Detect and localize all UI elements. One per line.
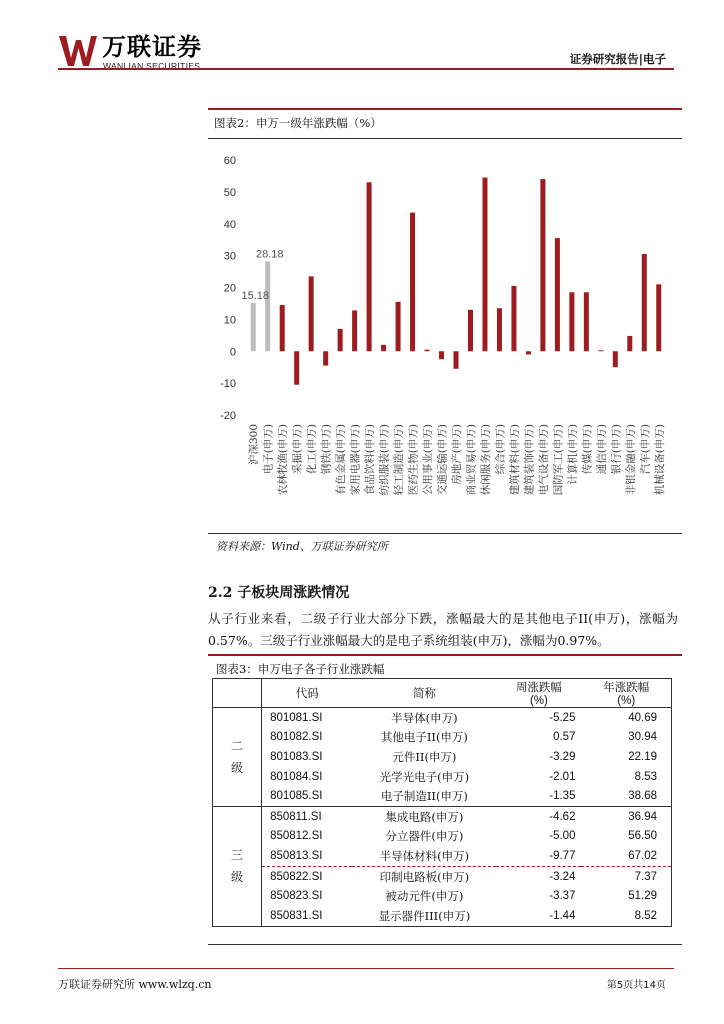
y-tick-label: -10 xyxy=(220,378,236,391)
cell-year: 22.19 xyxy=(581,747,671,767)
cell-name: 显示器件III(申万) xyxy=(352,906,496,926)
table-row xyxy=(213,806,672,826)
cell-year: 38.68 xyxy=(581,786,671,806)
cell-year: 8.53 xyxy=(581,767,671,787)
figure3-caption: 图表3：申万电子各子行业涨跌幅 xyxy=(216,662,385,676)
x-category-label: 通信(申万) xyxy=(595,424,608,475)
x-category-label: 商业贸易(申万) xyxy=(465,424,478,496)
cell-name: 被动元件(申万) xyxy=(385,889,464,904)
x-category-label: 家用电器(申万) xyxy=(349,424,362,496)
bar-10 xyxy=(396,302,401,351)
cell-week: -3.24 xyxy=(549,870,576,883)
table-row xyxy=(213,747,672,767)
bar-data-label: 15.18 xyxy=(241,289,270,302)
figure2-caption: 图表2：申万一级年涨跌幅（%） xyxy=(214,116,382,130)
bar-data-label: 28.18 xyxy=(255,248,284,261)
cell-week: -1.35 xyxy=(496,786,581,806)
bar-16 xyxy=(482,178,487,352)
header-name: 简称 xyxy=(352,679,496,708)
header-code: 代码 xyxy=(262,679,353,708)
header-year-unit: (%) xyxy=(617,695,636,707)
x-category-label: 综合(申万) xyxy=(494,424,507,475)
cell-code: 801083.SI xyxy=(270,750,323,763)
header-year xyxy=(581,679,671,708)
cell-name: 光学光电子(申万) xyxy=(379,769,470,784)
bar-3 xyxy=(294,351,299,384)
cell-code: 850811.SI xyxy=(270,810,322,823)
bar-1 xyxy=(265,261,270,351)
logo-company-name-en: WANLIAN SECURITIES xyxy=(103,61,201,71)
section-title: 2.2 子板块周涨跌情况 xyxy=(208,585,350,601)
y-tick-label: 20 xyxy=(223,282,236,295)
x-category-label: 医药生物(申万) xyxy=(407,424,420,496)
bar-21 xyxy=(555,238,560,351)
cell-name: 其他电子II(申万) xyxy=(380,730,468,745)
x-category-label: 沪深300 xyxy=(248,424,261,466)
x-category-label: 电气设备(申万) xyxy=(537,424,550,496)
bar-20 xyxy=(540,179,545,351)
cell-name: 集成电路(申万) xyxy=(385,809,464,824)
y-tick-label: 60 xyxy=(223,155,236,167)
cell-code: 801081.SI xyxy=(270,711,323,724)
cell-year: 67.02 xyxy=(581,846,671,866)
cell-name: 半导体材料(申万) xyxy=(352,846,496,866)
cell-year: 8.52 xyxy=(581,906,671,926)
cell-week: -3.29 xyxy=(549,750,576,763)
cell-code: 850823.SI xyxy=(270,890,323,903)
x-category-label: 汽车(申万) xyxy=(639,424,652,475)
wanlian-logo-icon xyxy=(58,34,98,68)
cell-name: 印制电路板(申万) xyxy=(379,869,470,884)
y-tick-label: 30 xyxy=(223,250,236,263)
cell-week: -1.44 xyxy=(496,906,581,926)
table-row xyxy=(213,728,672,748)
cell-year: 51.29 xyxy=(581,886,671,906)
x-category-label: 建筑装饰(申万) xyxy=(523,424,536,496)
x-category-label: 国防军工(申万) xyxy=(552,424,565,496)
cell-year: 7.37 xyxy=(581,866,671,886)
bar-9 xyxy=(381,345,386,351)
cell-code: 801085.SI xyxy=(262,786,353,806)
x-category-label: 休闲服务(申万) xyxy=(479,424,492,496)
table-body xyxy=(213,708,672,927)
x-category-label: 公用事业(申万) xyxy=(422,424,435,496)
bar-8 xyxy=(367,182,372,351)
x-category-label: 化工(申万) xyxy=(306,424,319,475)
figure2-bottom-rule xyxy=(208,533,682,534)
header-week-label: 周涨跌幅 xyxy=(515,682,562,694)
bar-17 xyxy=(497,308,502,351)
table-row xyxy=(213,827,672,847)
figure3-bottom-rule xyxy=(208,944,682,945)
x-category-label: 交通运输(申万) xyxy=(436,424,449,496)
cell-week: -4.62 xyxy=(549,810,576,823)
x-category-label: 银行(申万) xyxy=(610,424,623,475)
cell-code: 850822.SI xyxy=(270,870,323,883)
logo-company-name: 万联证券 xyxy=(102,33,202,61)
x-category-label: 食品饮料(申万) xyxy=(364,424,377,496)
x-category-label: 传媒(申万) xyxy=(581,424,594,475)
header-level-cell xyxy=(213,679,262,708)
y-tick-label: 50 xyxy=(223,186,236,199)
y-tick-label: 0 xyxy=(229,346,236,359)
bar-12 xyxy=(425,350,430,352)
cell-week: -3.37 xyxy=(549,890,576,903)
cell-code: 850812.SI xyxy=(270,830,323,843)
bar-4 xyxy=(309,276,314,351)
cell-name: 元件II(申万) xyxy=(392,749,457,764)
bar-7 xyxy=(352,310,357,351)
bar-28 xyxy=(656,284,661,351)
industry-return-chart xyxy=(206,148,676,543)
cell-code: 850831.SI xyxy=(262,906,353,926)
table-row xyxy=(213,866,672,886)
cell-year: 30.94 xyxy=(581,728,671,748)
level-group-label: 二 级 xyxy=(213,708,262,807)
cell-code: 801082.SI xyxy=(270,731,323,744)
x-category-label: 计算机(申万) xyxy=(566,424,579,485)
table-row xyxy=(213,886,672,906)
cell-year: 40.69 xyxy=(581,708,671,728)
bar-14 xyxy=(454,351,459,369)
cell-week: -5.00 xyxy=(549,830,576,843)
table-header-row xyxy=(213,679,672,708)
bar-19 xyxy=(526,351,531,354)
y-tick-label: 40 xyxy=(223,218,236,231)
bar-13 xyxy=(439,351,444,359)
y-tick-label: 10 xyxy=(223,314,236,327)
x-category-label: 房地产(申万) xyxy=(451,424,463,485)
table-row xyxy=(213,906,672,926)
bar-6 xyxy=(338,329,343,351)
header-year-label: 年涨跌幅 xyxy=(603,682,650,694)
figure2-source: 资料来源：Wind、万联证券研究所 xyxy=(216,540,388,553)
figure3-top-rule xyxy=(208,654,682,656)
bar-2 xyxy=(280,305,285,351)
table-row xyxy=(213,846,672,866)
subindustry-table xyxy=(212,678,672,927)
cell-week: -9.77 xyxy=(496,846,581,866)
x-category-label: 有色金属(申万) xyxy=(335,424,348,496)
cell-year: 56.50 xyxy=(581,827,671,847)
bar-25 xyxy=(613,351,618,367)
bar-5 xyxy=(323,351,328,365)
footer-divider xyxy=(58,968,674,969)
x-category-label: 农林牧渔(申万) xyxy=(277,424,290,496)
x-category-label: 建筑材料(申万) xyxy=(508,424,521,496)
table-row xyxy=(213,708,672,728)
y-tick-label: -20 xyxy=(220,410,236,422)
x-category-label: 机械设备(申万) xyxy=(653,424,666,496)
cell-week: -5.25 xyxy=(549,711,576,724)
footer-institute: 万联证券研究所 www.wlzq.cn xyxy=(58,978,212,991)
bar-26 xyxy=(627,336,632,351)
cell-name: 电子制造II(申万) xyxy=(352,786,496,806)
cell-week: -2.01 xyxy=(549,770,576,783)
table-row xyxy=(213,767,672,787)
x-category-label: 非银金融(申万) xyxy=(624,424,637,496)
x-category-label: 钢铁(申万) xyxy=(320,424,333,475)
cell-week: 0.57 xyxy=(553,731,576,744)
cell-code: 850813.SI xyxy=(262,846,353,866)
x-category-label: 轻工制造(申万) xyxy=(393,424,406,496)
bar-18 xyxy=(511,286,516,351)
bar-15 xyxy=(468,310,473,351)
header-divider xyxy=(58,68,674,70)
bar-0 xyxy=(251,303,256,351)
header-week xyxy=(496,679,581,708)
bar-27 xyxy=(642,254,647,351)
bar-24 xyxy=(598,350,603,351)
bar-22 xyxy=(569,292,574,351)
header-week-unit: (%) xyxy=(529,695,548,707)
cell-name: 分立器件(申万) xyxy=(385,829,464,844)
x-category-label: 采掘(申万) xyxy=(291,424,304,475)
x-category-label: 纺织服装(申万) xyxy=(378,424,391,496)
level-group-label: 三 级 xyxy=(213,806,262,926)
table-row xyxy=(213,786,672,806)
x-category-label: 电子(申万) xyxy=(262,424,275,475)
cell-name: 半导体(申万) xyxy=(391,710,458,725)
report-category: 证券研究报告|电子 xyxy=(569,52,666,66)
cell-year: 36.94 xyxy=(581,806,671,826)
cell-code: 801084.SI xyxy=(270,770,323,783)
bar-11 xyxy=(410,213,415,352)
section-paragraph: 从子行业来看，二级子行业大部分下跌，涨幅最大的是其他电子II(申万)，涨幅为0.57%。三级子行业涨幅最大的是电子系统组装(申万)，涨幅为0.97%。 xyxy=(208,611,678,648)
bar-23 xyxy=(584,292,589,351)
page-number: 第5页共14页 xyxy=(606,980,666,991)
